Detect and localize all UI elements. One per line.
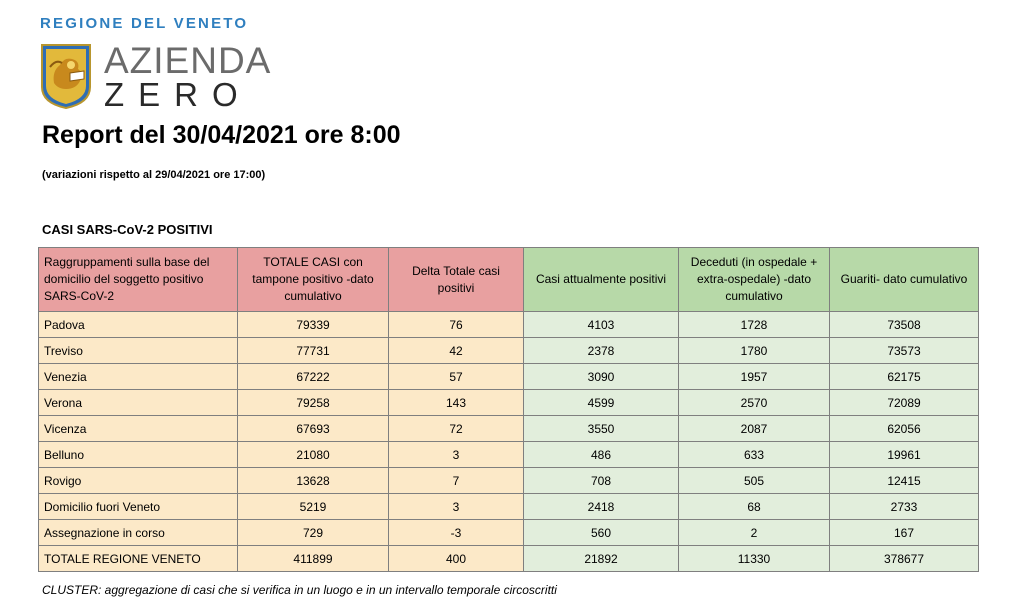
- cell-current-positive: 2378: [524, 338, 679, 364]
- cases-table: [38, 247, 979, 572]
- cell-current-positive: 2418: [524, 494, 679, 520]
- cell-current-positive: 708: [524, 468, 679, 494]
- cell-recovered: 72089: [830, 390, 979, 416]
- cell-area: Rovigo: [39, 468, 238, 494]
- table-row: [39, 364, 979, 390]
- cell-current-positive: 4103: [524, 312, 679, 338]
- header-recovered: Guariti- dato cumulativo: [830, 248, 979, 312]
- cell-area: Domicilio fuori Veneto: [39, 494, 238, 520]
- table-row: [39, 494, 979, 520]
- cell-recovered: 2733: [830, 494, 979, 520]
- cell-area: Vicenza: [39, 416, 238, 442]
- cell-deceased: 2570: [679, 390, 830, 416]
- cell-delta: 3: [389, 494, 524, 520]
- table-row: [39, 390, 979, 416]
- cell-delta: 72: [389, 416, 524, 442]
- cell-deceased: 2087: [679, 416, 830, 442]
- table-row: [39, 442, 979, 468]
- cell-deceased: 68: [679, 494, 830, 520]
- brand-azienda: AZIENDA: [104, 40, 272, 81]
- lion-of-saint-mark-icon: [40, 43, 92, 109]
- cell-recovered: 62056: [830, 416, 979, 442]
- cell-total-cases: 79258: [238, 390, 389, 416]
- cell-delta: 76: [389, 312, 524, 338]
- cell-current-positive: 4599: [524, 390, 679, 416]
- cell-delta: -3: [389, 520, 524, 546]
- cell-area: Assegnazione in corso: [39, 520, 238, 546]
- report-subtitle: (variazioni rispetto al 29/04/2021 ore 17:00): [42, 169, 266, 181]
- header-grouping: Raggruppamenti sulla base del domicilio del soggetto positivo SARS-CoV-2: [39, 248, 238, 312]
- brand-zero: ZERO: [104, 76, 252, 113]
- table-row: [39, 416, 979, 442]
- cell-recovered: 12415: [830, 468, 979, 494]
- cell-deceased: 505: [679, 468, 830, 494]
- cell-current-positive: 21892: [524, 546, 679, 572]
- cell-total-cases: 729: [238, 520, 389, 546]
- cell-recovered: 73573: [830, 338, 979, 364]
- cell-current-positive: 3550: [524, 416, 679, 442]
- cell-area: Venezia: [39, 364, 238, 390]
- header-delta: Delta Totale casi positivi: [389, 248, 524, 312]
- cell-recovered: 378677: [830, 546, 979, 572]
- cell-recovered: 62175: [830, 364, 979, 390]
- cell-recovered: 167: [830, 520, 979, 546]
- cell-total-cases: 13628: [238, 468, 389, 494]
- cell-deceased: 2: [679, 520, 830, 546]
- table-row: [39, 312, 979, 338]
- header-current-positive: Casi attualmente positivi: [524, 248, 679, 312]
- cell-recovered: 19961: [830, 442, 979, 468]
- table-row: [39, 520, 979, 546]
- cell-delta: 57: [389, 364, 524, 390]
- cell-total-cases: 21080: [238, 442, 389, 468]
- cell-total-cases: 5219: [238, 494, 389, 520]
- cell-total-cases: 67222: [238, 364, 389, 390]
- cell-recovered: 73508: [830, 312, 979, 338]
- cell-total-cases: 67693: [238, 416, 389, 442]
- cell-deceased: 1957: [679, 364, 830, 390]
- cell-area: Verona: [39, 390, 238, 416]
- table-row: [39, 338, 979, 364]
- cell-delta: 3: [389, 442, 524, 468]
- report-title: Report del 30/04/2021 ore 8:00: [42, 121, 401, 149]
- cell-deceased: 11330: [679, 546, 830, 572]
- table-row: [39, 468, 979, 494]
- cell-area: Treviso: [39, 338, 238, 364]
- cell-delta: 42: [389, 338, 524, 364]
- cell-current-positive: 486: [524, 442, 679, 468]
- header-total-cases: TOTALE CASI con tampone positivo -dato cumulativo: [238, 248, 389, 312]
- cell-deceased: 633: [679, 442, 830, 468]
- cell-current-positive: 560: [524, 520, 679, 546]
- cell-current-positive: 3090: [524, 364, 679, 390]
- cell-delta: 7: [389, 468, 524, 494]
- table-header-row: [39, 248, 979, 312]
- section-title: CASI SARS-CoV-2 POSITIVI: [42, 222, 213, 237]
- cell-delta: 143: [389, 390, 524, 416]
- table-row: [39, 546, 979, 572]
- footnote: CLUSTER: aggregazione di casi che si verifica in un luogo e in un intervallo temporale circoscritti: [42, 583, 557, 597]
- header-deceased: Deceduti (in ospedale + extra-ospedale) -dato cumulativo: [679, 248, 830, 312]
- cell-deceased: 1780: [679, 338, 830, 364]
- cell-total-cases: 77731: [238, 338, 389, 364]
- cell-area: Belluno: [39, 442, 238, 468]
- cell-deceased: 1728: [679, 312, 830, 338]
- cell-delta: 400: [389, 546, 524, 572]
- cell-total-cases: 411899: [238, 546, 389, 572]
- cell-total-cases: 79339: [238, 312, 389, 338]
- region-name: REGIONE DEL VENETO: [40, 15, 249, 32]
- cell-area: TOTALE REGIONE VENETO: [39, 546, 238, 572]
- cell-area: Padova: [39, 312, 238, 338]
